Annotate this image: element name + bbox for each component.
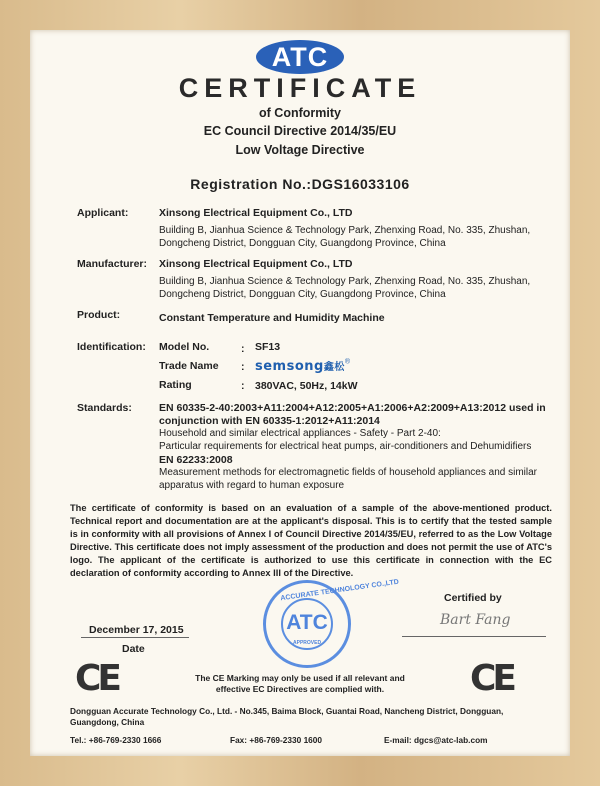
ce-note-1: The CE Marking may only be used if all relevant and [195, 673, 405, 683]
signature-line [402, 636, 546, 637]
standard-line: conjunction with EN 60335-1:2012+A11:2014 [159, 415, 380, 427]
footer-email: E-mail: dgcs@atc-lab.com [384, 735, 488, 745]
manufacturer-name: Xinsong Electrical Equipment Co., LTD [159, 258, 353, 270]
identification-label: Identification: [77, 341, 146, 353]
trade-name-logo: semsong鑫松® [255, 358, 351, 374]
ce-note-2: effective EC Directives are complied with. [215, 684, 385, 694]
footer-address-2: Guangdong, China [70, 717, 145, 727]
ce-mark-right: CE [470, 658, 514, 699]
subtitle-lvd: Low Voltage Directive [235, 143, 365, 157]
atc-logo: ATC [256, 40, 344, 74]
applicant-address-1: Building B, Jianhua Science & Technology Park, Zhenxing Road, No. 335, Zhushan, [159, 225, 531, 236]
rating-value: 380VAC, 50Hz, 14kW [255, 380, 358, 392]
standard-line: EN 60335-2-40:2003+A11:2004+A12:2005+A1:2006+A2:2009+A13:2012 used in [159, 402, 546, 414]
model-label: Model No. [159, 341, 210, 353]
certificate [30, 30, 570, 756]
standards-label: Standards: [77, 402, 132, 414]
colon: : [241, 361, 245, 373]
standard-line: apparatus with regard to human exposure [159, 480, 345, 491]
manufacturer-address-2: Dongcheng District, Dongguan City, Guangdong Province, China [159, 289, 446, 300]
rating-label: Rating [159, 379, 192, 391]
certificate-title: CERTIFICATE [178, 73, 422, 103]
model-value: SF13 [255, 341, 281, 353]
footer-tel: Tel.: +86-769-2330 1666 [70, 735, 162, 745]
conformity-statement: The certificate of conformity is based on an evaluation of a sample of the above-mentioned product. Technical report and documentation are at the applicant's disposal. This is to certify that the tested sample is in conformity with all provisions of Annex I of Council Directive 2014/35/EU, referred to as the Low Voltage Directive. This certificate does not imply assessment of the production and does not permit the use of ATC's logo. The applicant of the certificate is authorized to use this certificate in connection with the EC declaration of conformity according to Annex III of the Directive. [70, 503, 552, 578]
product-value: Constant Temperature and Humidity Machine [159, 312, 385, 324]
standard-line: EN 62233:2008 [159, 454, 233, 466]
standard-line: Household and similar electrical appliances - Safety - Part 2-40: [159, 428, 441, 439]
manufacturer-address-1: Building B, Jianhua Science & Technology Park, Zhenxing Road, No. 335, Zhushan, [159, 276, 531, 287]
colon: : [241, 343, 245, 355]
subtitle-directive: EC Council Directive 2014/35/EU [203, 124, 397, 138]
applicant-address-2: Dongcheng District, Dongguan City, Guangdong Province, China [159, 238, 446, 249]
issue-date: December 17, 2015 [89, 624, 184, 636]
footer-fax: Fax: +86-769-2330 1600 [230, 735, 323, 745]
registration-number: Registration No.:DGS16033106 [190, 176, 410, 192]
applicant-label: Applicant: [77, 207, 129, 219]
signature: Bart Fang [440, 612, 511, 628]
certified-by-label: Certified by [444, 592, 502, 604]
subtitle-conformity: of Conformity [259, 106, 341, 120]
ce-mark-left: CE [75, 658, 119, 699]
date-line [81, 637, 189, 638]
trade-name-label: Trade Name [159, 360, 219, 372]
manufacturer-label: Manufacturer: [77, 258, 148, 270]
standard-line: Particular requirements for electrical heat pumps, air-conditioners and Dehumidifiers [159, 441, 532, 452]
date-label: Date [122, 643, 145, 655]
product-label: Product: [77, 309, 121, 321]
colon: : [241, 380, 245, 392]
standard-line: Measurement methods for electromagnetic fields of household appliances and similar [159, 467, 537, 478]
atc-approved-stamp: ACCURATE TECHNOLOGY CO.,LTD ATC APPROVED [263, 580, 351, 668]
applicant-name: Xinsong Electrical Equipment Co., LTD [159, 207, 353, 219]
footer-address-1: Dongguan Accurate Technology Co., Ltd. - No.345, Baima Block, Guantai Road, Nancheng District, Dongguan, [70, 706, 504, 716]
